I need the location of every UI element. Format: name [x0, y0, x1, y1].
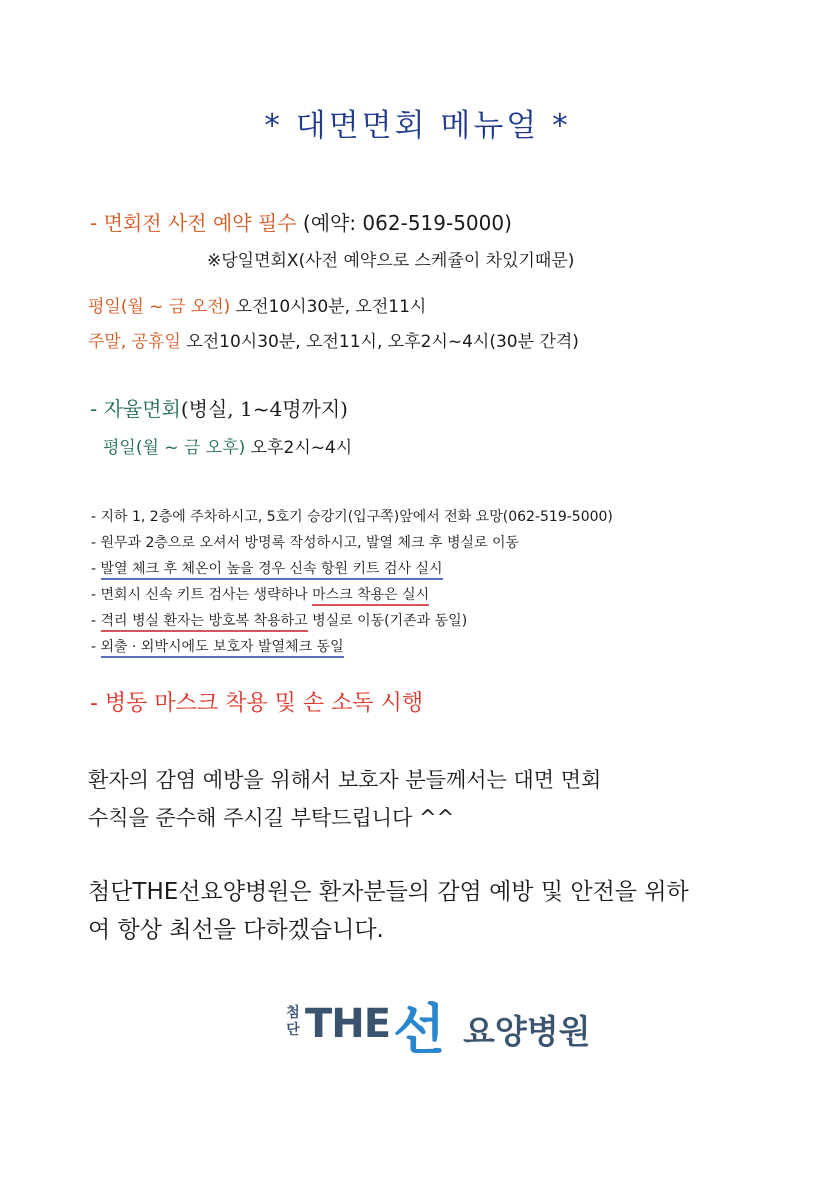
guardian-message [88, 761, 601, 837]
reservation-phone: (예약: 062-519-5000) [296, 211, 512, 235]
logo-small-text: 첨 단 [286, 1005, 300, 1038]
rule-item [91, 608, 613, 634]
hospital-message-line: 첨단THE선요양병원은 환자분들의 감염 예방 및 안전을 위하 [88, 879, 689, 905]
rules-list [91, 504, 613, 660]
weekend-times: 오전10시30분, 오전11시, 오후2시~4시(30분 간격) [180, 332, 579, 352]
rule-underlined-text: 마스크 착용은 실시 [312, 587, 429, 606]
free-visit-heading-line [90, 393, 348, 422]
page-title: * 대면면회 메뉴얼 * [264, 108, 571, 144]
weekday-times: 오전10시30분, 오전11시 [230, 297, 427, 317]
logo-name-text: 요양병원 [463, 1012, 591, 1051]
free-visit-detail: (병실, 1~4명까지) [180, 397, 348, 421]
rule-item [91, 634, 613, 660]
rule-underlined-text: 외출 · 외박시에도 보호자 발열체크 동일 [101, 639, 344, 658]
reservation-heading: - 면회전 사전 예약 필수 [90, 211, 297, 235]
logo-the-text: THE [305, 1001, 391, 1047]
rule-prefix: - [91, 639, 101, 655]
rule-item [91, 582, 613, 608]
rule-item [91, 530, 613, 556]
rule-prefix: - 면회시 신속 키트 검사는 생략하나 [91, 587, 313, 603]
weekday-label: 평일(월 ~ 금 오전) [88, 297, 231, 317]
rule-prefix: - [91, 613, 101, 629]
guardian-message-line: 수칙을 준수해 주시길 부탁드립니다 ^^ [88, 806, 455, 830]
rule-item [91, 504, 613, 530]
rule-text: - 지하 1, 2층에 주차하시고, 5호기 승강기(입구쪽)앞에서 전화 요망(062-519-5000) [91, 509, 613, 525]
guardian-message-line: 환자의 감염 예방을 위해서 보호자 분들께서는 대면 면회 [88, 768, 602, 792]
rule-underlined-text: 발열 체크 후 체온이 높을 경우 신속 항원 키트 검사 실시 [101, 561, 443, 580]
reservation-heading-line [90, 207, 512, 236]
mask-notice: - 병동 마스크 착용 및 손 소독 시행 [90, 691, 424, 716]
hospital-message [88, 873, 689, 949]
rule-text: - 원무과 2층으로 오셔서 방명록 작성하시고, 발열 체크 후 병실로 이동 [91, 535, 520, 551]
rule-suffix: 병실로 이동(기존과 동일) [307, 613, 468, 629]
weekend-label: 주말, 공휴일 [88, 332, 181, 352]
logo-sun-text: 선 [393, 998, 446, 1061]
rule-underlined-text: 격리 병실 환자는 방호복 착용하고 [101, 613, 308, 632]
free-visit-schedule [103, 433, 352, 458]
free-visit-times: 오후2시~4시 [245, 438, 353, 458]
reservation-note: ※당일면회X(사전 예약으로 스케쥴이 차있기때문) [207, 251, 575, 271]
rule-item [91, 556, 613, 582]
rule-prefix: - [91, 561, 101, 577]
weekday-schedule [88, 292, 426, 317]
hospital-message-line: 여 항상 최선을 다하겠습니다. [88, 917, 384, 943]
free-visit-heading: - 자율면회 [90, 397, 181, 421]
free-visit-label: 평일(월 ~ 금 오후) [103, 438, 246, 458]
weekend-schedule [88, 327, 579, 352]
